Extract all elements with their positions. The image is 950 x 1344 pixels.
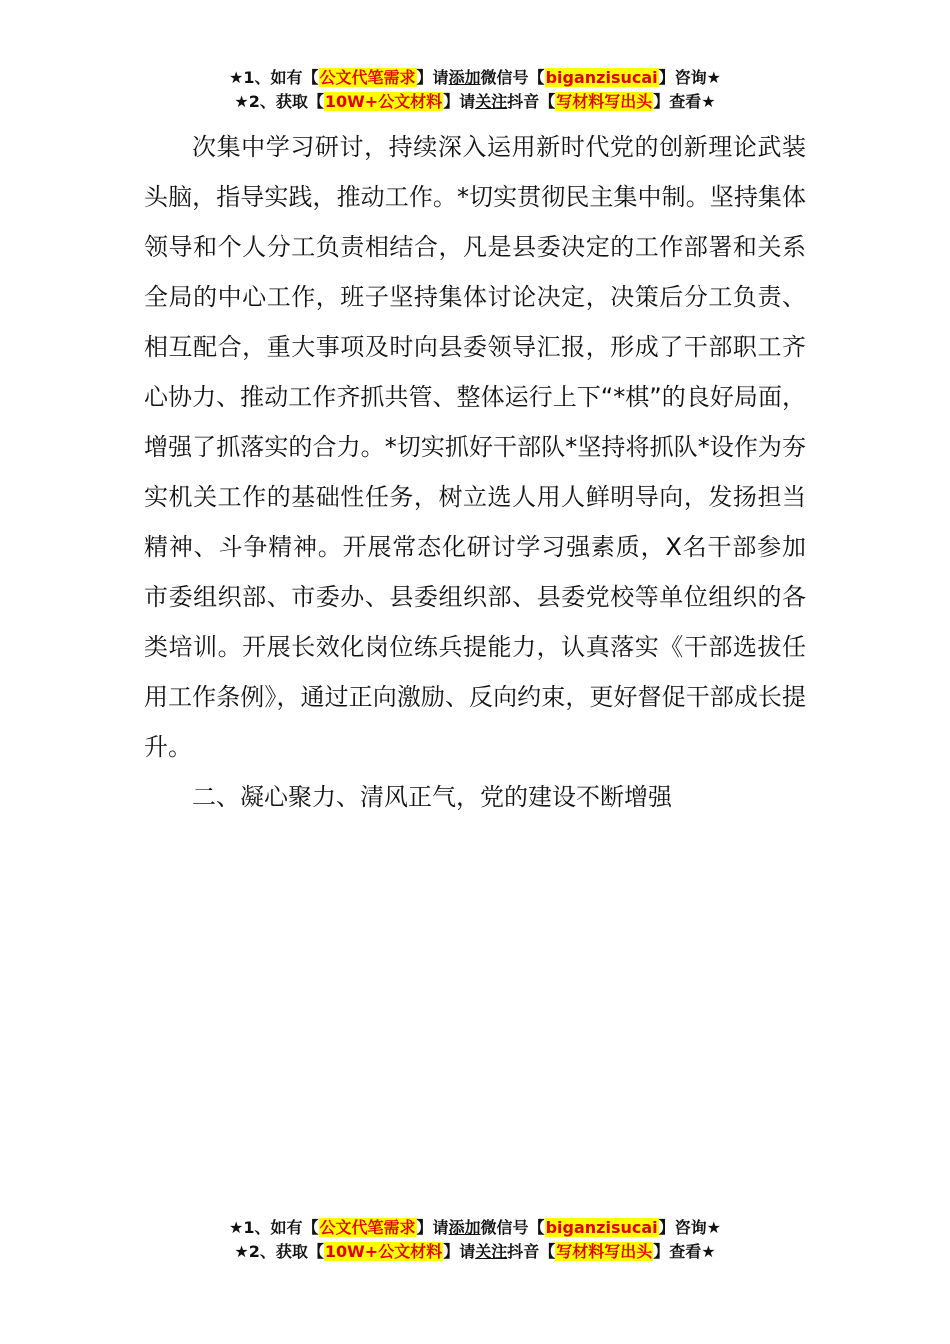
- banner-highlight: 10W+公文材料: [324, 92, 443, 111]
- banner-text: ★1、如有【: [229, 68, 319, 87]
- banner-highlight: biganzisucai: [545, 68, 658, 87]
- banner-highlight: 写材料写出头: [556, 1242, 653, 1261]
- banner-text: 抖音【: [507, 92, 556, 111]
- banner-text: ★2、获取【: [234, 92, 324, 111]
- banner-text: 微信号【: [480, 68, 545, 87]
- banner-highlight: 10W+公文材料: [324, 1242, 443, 1261]
- banner-text: 微信号【: [480, 1218, 545, 1237]
- banner-highlight: biganzisucai: [545, 1218, 658, 1237]
- document-body: [144, 122, 806, 822]
- banner-text: 】咨询★: [658, 1218, 721, 1237]
- banner-line-1: [0, 66, 950, 90]
- body-paragraph: 次集中学习研讨，持续深入运用新时代党的创新理论武装头脑，指导实践，推动工作。*切实贯彻民主集中制。坚持集体领导和个人分工负责相结合，凡是县委决定的工作部署和关系全局的中心工作，班子坚持集体讨论决定，决策后分工负责、相互配合，重大事项及时向县委领导汇报，形成了干部职工齐心协力、推动工作齐抓共管、整体运行上下“*棋”的良好局面，增强了抓落实的合力。*切实抓好干部队*坚持将抓队*设作为夯实机关工作的基础性任务，树立选人用人鲜明导向，发扬担当精神、斗争精神。开展常态化研讨学习强素质，X名干部参加市委组织部、市委办、县委组织部、县委党校等单位组织的各类培训。开展长效化岗位练兵提能力，认真落实《干部选拔任用工作条例》，通过正向激励、反向约束，更好督促干部成长提升。: [144, 133, 806, 761]
- banner-text: 】请: [443, 92, 476, 111]
- banner-line-2: [0, 1240, 950, 1264]
- banner-highlight: 公文代笔需求: [319, 68, 416, 87]
- banner-text: 】查看★: [653, 1242, 716, 1261]
- banner-text: 】请: [416, 68, 449, 87]
- banner-text: 】请: [443, 1242, 476, 1261]
- section-heading: 二、凝心聚力、清风正气，党的建设不断增强: [192, 783, 672, 811]
- banner-text: 】查看★: [653, 92, 716, 111]
- banner-text: 抖音【: [507, 1242, 556, 1261]
- banner-text: ★1、如有【: [229, 1218, 319, 1237]
- banner-highlight: 写材料写出头: [556, 92, 653, 111]
- banner-highlight: 公文代笔需求: [319, 1218, 416, 1237]
- banner-underline: 添加: [448, 68, 481, 87]
- header-banner: [0, 66, 950, 114]
- banner-text: 】咨询★: [658, 68, 721, 87]
- banner-text: 】请: [416, 1218, 449, 1237]
- banner-line-2: [0, 90, 950, 114]
- banner-underline: 添加: [448, 1218, 481, 1237]
- banner-text: ★2、获取【: [234, 1242, 324, 1261]
- banner-underline: 关注: [475, 92, 508, 111]
- banner-underline: 关注: [475, 1242, 508, 1261]
- footer-banner: [0, 1216, 950, 1264]
- banner-line-1: [0, 1216, 950, 1240]
